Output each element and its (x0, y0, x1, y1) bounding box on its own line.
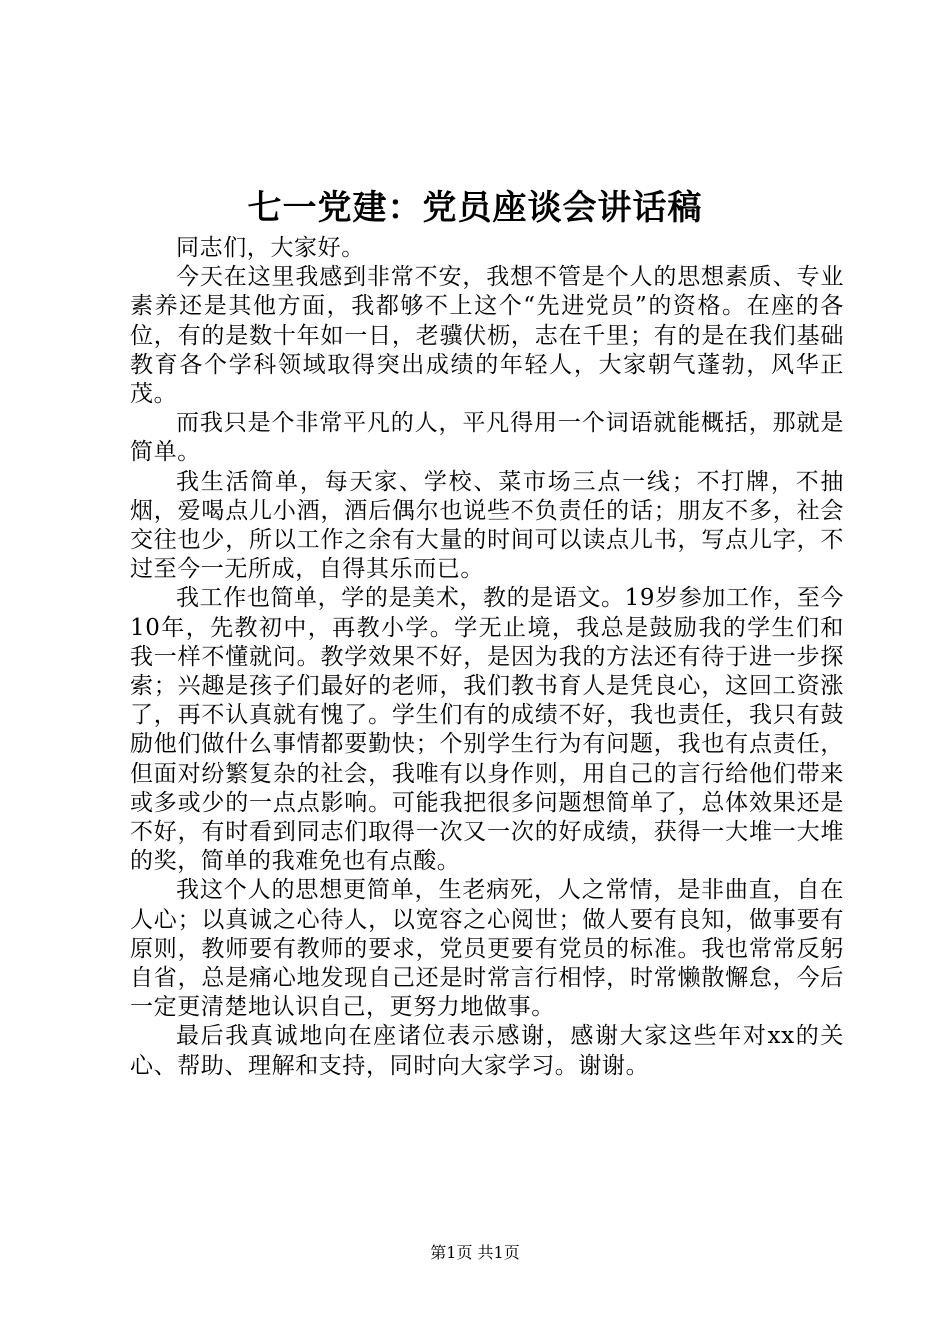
document-title: 七一党建：党员座谈会讲话稿 (247, 188, 703, 228)
paragraph-greeting: 同志们，大家好。 (176, 235, 365, 261)
page-number-footer: 第1页 共1页 (430, 1243, 520, 1262)
paragraph-life: 我生活简单，每天家、学校、菜市场三点一线；不打牌，不抽烟，爱喝点儿小酒，酒后偶尔也说些不负责任的话；朋友不多，社会交往也少，所以工作之余有大量的时间可以读点儿书，写点儿字，不过至今一无所成，自得其乐而已。 (130, 468, 844, 583)
document-body (130, 234, 844, 1081)
paragraph-work: 我工作也简单，学的是美术，教的是语文。19岁参加工作，至今10年，先教初中，再教小学。学无止境，我总是鼓励我的学生们和我一样不懂就问。教学效果不好，是因为我的方法还有待于进一步探索；兴趣是孩子们最好的老师，我们教书育人是凭良心，这回工资涨了，再不认真就有愧了。学生们有的成绩不好，我也责任，我只有鼓励他们做什么事情都要勤快；个别学生行为有问题，我也有点责任，但面对纷繁复杂的社会，我唯有以身作则，用自己的言行给他们带来或多或少的一点点影响。可能我把很多问题想简单了，总体效果还是不好，有时看到同志们取得一次又一次的好成绩，获得一大堆一大堆的奖，简单的我难免也有点酸。 (130, 585, 844, 875)
paragraph-simple: 而我只是个非常平凡的人，平凡得用一个词语就能概括，那就是简单。 (130, 410, 844, 466)
paragraph-thought: 我这个人的思想更简单，生老病死，人之常情，是非曲直，自在人心；以真诚之心待人，以宽容之心阅世；做人要有良知，做事要有原则，教师要有教师的要求，党员更要有党员的标准。我也常常反躬自省，总是痛心地发现自己还是时常言行相悖，时常懒散懈怠，今后一定更清楚地认识自己，更努力地做事。 (130, 877, 844, 1021)
paragraph-opening: 今天在这里我感到非常不安，我想不管是个人的思想素质、专业素养还是其他方面，我都够不上这个“先进党员”的资格。在座的各位，有的是数十年如一日，老骥伏枥，志在千里；有的是在我们基础教育各个学科领域取得突出成绩的年轻人，大家朝气蓬勃，风华正茂。 (130, 264, 844, 408)
paragraph-closing: 最后我真诚地向在座诸位表示感谢，感谢大家这些年对xx的关心、帮助、理解和支持，同时向大家学习。谢谢。 (130, 1023, 844, 1079)
